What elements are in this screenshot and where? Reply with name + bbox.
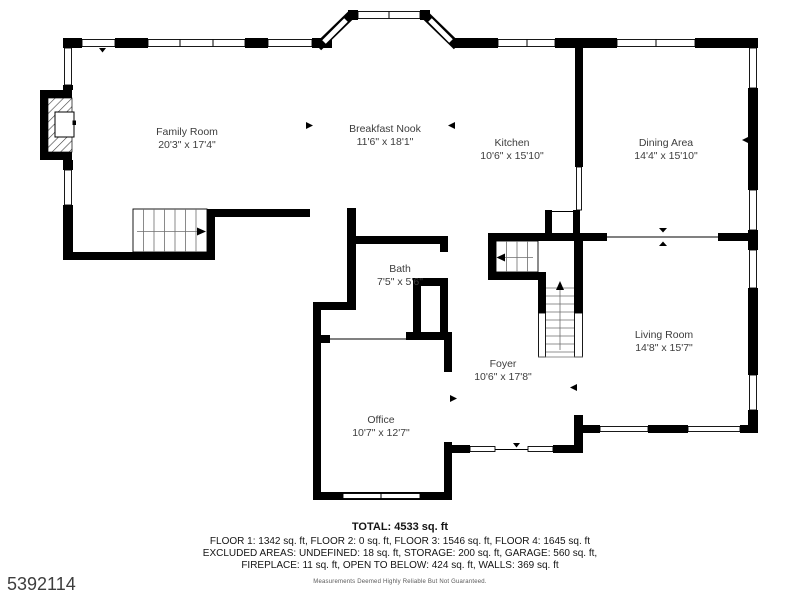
svg-text:Kitchen: Kitchen [494,137,530,149]
svg-text:7'5" x 5'6": 7'5" x 5'6" [377,276,423,288]
svg-text:Breakfast Nook: Breakfast Nook [349,123,421,135]
disclaimer: Measurements Deemed Highly Reliable But Not Guaranteed. [313,579,487,585]
bay-window [318,14,457,47]
fireplace-symbol [48,98,76,152]
svg-text:14'8" x 15'7": 14'8" x 15'7" [635,342,693,354]
svg-text:Foyer: Foyer [489,358,517,370]
svg-text:Family Room: Family Room [156,126,218,138]
svg-text:10'6" x 17'8": 10'6" x 17'8" [474,371,532,383]
svg-text:10'6" x 15'10": 10'6" x 15'10" [480,150,544,162]
svg-text:11'6" x 18'1": 11'6" x 18'1" [356,136,414,148]
listing-id: 5392114 [7,574,76,594]
room-label-office [352,414,410,439]
staircase-family-room [133,209,207,252]
svg-text:Living Room: Living Room [634,329,694,341]
room-label-breakfast-nook [349,123,422,148]
excluded-areas-line-1: EXCLUDED AREAS: UNDEFINED: 18 sq. ft, STORAGE: 200 sq. ft, GARAGE: 560 sq. ft, [202,548,598,559]
excluded-areas-line-2: FIREPLACE: 11 sq. ft, OPEN TO BELOW: 424 sq. ft, WALLS: 369 sq. ft [241,560,559,571]
svg-text:Dining Area: Dining Area [638,137,694,149]
svg-text:Bath: Bath [389,263,411,275]
room-label-family-room [156,126,218,151]
total-area: TOTAL: 4533 sq. ft [351,521,449,533]
svg-text:20'3" x 17'4": 20'3" x 17'4" [158,139,216,151]
room-label-dining-area [634,137,698,162]
svg-text:14'4" x 15'10": 14'4" x 15'10" [634,150,698,162]
room-label-bath [377,263,423,288]
room-label-living-room [635,329,694,354]
room-label-foyer [474,358,532,383]
svg-text:10'7" x 12'7": 10'7" x 12'7" [352,427,410,439]
floor-areas: FLOOR 1: 1342 sq. ft, FLOOR 2: 0 sq. ft, FLOOR 3: 1546 sq. ft, FLOOR 4: 1645 sq. ft [209,536,591,547]
area-summary [0,521,800,585]
svg-text:Office: Office [367,414,395,426]
room-label-kitchen [480,137,544,162]
